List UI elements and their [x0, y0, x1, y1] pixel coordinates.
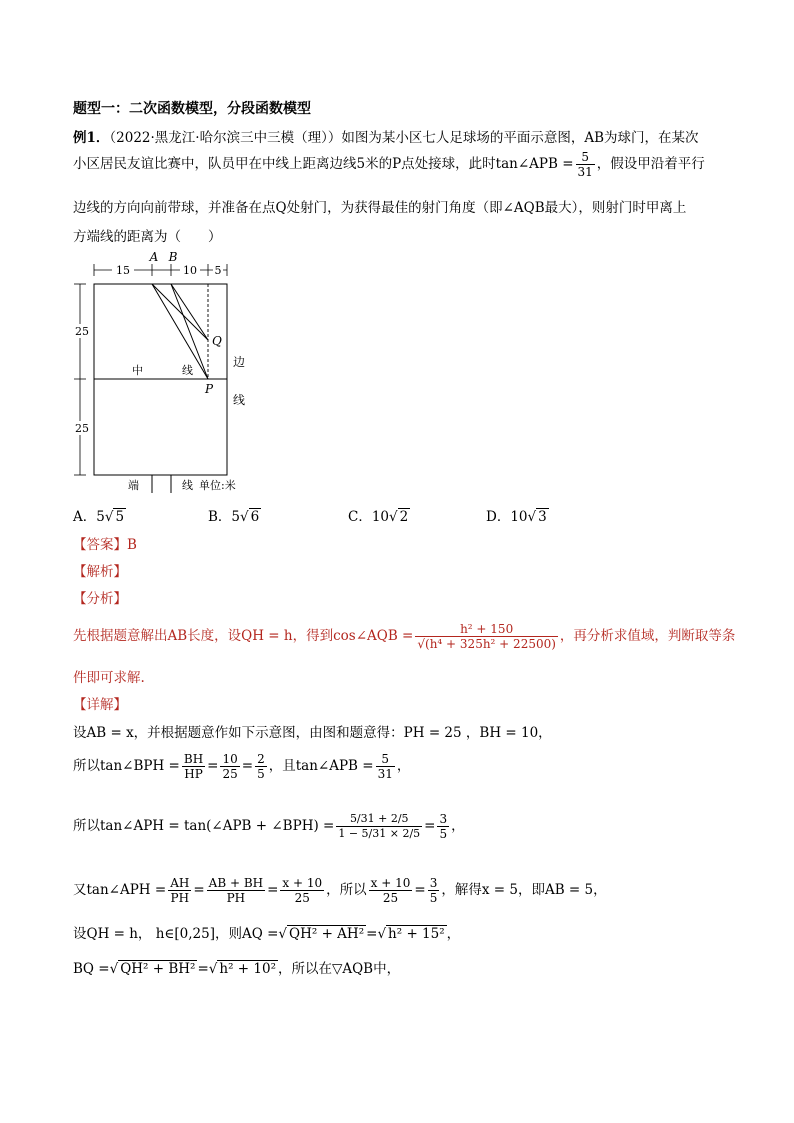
- radicand: h² + 10²: [219, 961, 276, 977]
- frac-10-25: [220, 752, 239, 781]
- frac-den: 1 − 5/31 × 2/5: [338, 827, 421, 840]
- xiangjie-label: 【详解】: [73, 697, 127, 713]
- option-radicand: 3: [538, 509, 547, 525]
- fenxi-label: 【分析】: [73, 591, 127, 607]
- dim-25-bottom: 25: [75, 422, 89, 435]
- frac-num: 5: [576, 150, 595, 165]
- option-coef: 10: [510, 509, 528, 525]
- frac-num: AB + BH: [208, 876, 264, 890]
- label-xian-side: 线: [233, 393, 246, 407]
- radicand: QH² + BH²: [120, 961, 196, 977]
- frac-den: 25: [294, 891, 310, 905]
- example-line-2b: ，假设甲沿着平行: [596, 156, 705, 172]
- frac-num: 3: [429, 876, 438, 890]
- d3-a: 所以tan∠APH = tan(∠APB + ∠BPH) =: [73, 818, 335, 834]
- frac-num: x + 10: [282, 876, 323, 890]
- d4-c: ，解得x = 5，即AB = 5，: [441, 882, 607, 898]
- label-xian-end: 线: [182, 479, 193, 492]
- frac-den: HP: [184, 767, 203, 781]
- frac-den: 5: [439, 827, 448, 841]
- label-a: A: [149, 250, 159, 264]
- frac-3-5: [437, 812, 449, 841]
- dim-10: 10: [183, 264, 197, 277]
- option-coef: 5: [96, 509, 105, 525]
- option-letter: C．: [348, 509, 372, 525]
- d2-a: 所以tan∠BPH =: [73, 758, 180, 774]
- option-letter: A．: [73, 509, 97, 525]
- equals: =: [207, 758, 219, 774]
- cos-aqb-fraction: [415, 622, 558, 651]
- radicand: QH² + AH²: [289, 926, 365, 942]
- option-c[interactable]: C．10√ 2: [348, 509, 409, 525]
- example-source: （2022·黑龙江·哈尔滨三中三模（理））如图为某小区七人足球场的平面示意图，AB为球门，在某次: [109, 130, 699, 146]
- option-radicand: 6: [250, 509, 260, 525]
- d3-b: ，: [451, 818, 465, 834]
- frac-den: √(h⁴ + 325h² + 22500): [417, 637, 556, 651]
- label-b: B: [168, 250, 178, 264]
- frac-den: PH: [170, 891, 190, 905]
- equals: =: [241, 758, 254, 774]
- frac-den: 25: [222, 767, 238, 781]
- option-radicand: 5: [115, 509, 125, 525]
- frac-num: h² + 150: [415, 622, 558, 637]
- option-letter: D．: [486, 509, 511, 525]
- frac-compound: [336, 812, 422, 841]
- equals: =: [197, 961, 209, 977]
- answer-row: [73, 533, 137, 553]
- frac-den: 25: [382, 891, 399, 905]
- tan-apb-fraction: [576, 150, 595, 179]
- frac-num: 10: [222, 752, 238, 766]
- detail-line-2: [73, 752, 410, 781]
- option-a[interactable]: A．5√ 5: [73, 509, 125, 525]
- equals: =: [424, 818, 436, 834]
- frac-num: x + 10: [370, 876, 411, 890]
- d6-b: ，所以在▽AQB中，: [277, 961, 401, 977]
- answer-label: 【答案】: [73, 537, 127, 553]
- d4-a: 又tan∠APH =: [73, 882, 167, 898]
- frac-num: AH: [170, 876, 190, 890]
- frac-den: 31: [377, 767, 393, 781]
- analysis-line-1a: 先根据题意解出AB长度，设QH = h，得到cos∠AQB =: [73, 628, 414, 644]
- jiexi-label: 【解析】: [73, 564, 127, 580]
- option-d[interactable]: D．10√ 3: [486, 509, 547, 525]
- label-duan: 端: [128, 479, 139, 492]
- dim-25-top: 25: [75, 325, 89, 338]
- option-letter: B．: [208, 509, 232, 525]
- equals: =: [366, 926, 378, 942]
- example-line-2: [73, 150, 705, 179]
- detail-line-6: BQ =√ QH² + BH² =√ h² + 10² ，所以在▽AQB中，: [73, 961, 401, 977]
- analysis-line-2: 件即可求解.: [73, 670, 145, 686]
- soccer-field-figure: [60, 248, 260, 498]
- option-radicand: 2: [399, 509, 409, 525]
- frac-x10-25: [280, 876, 324, 905]
- frac-num: 3: [439, 812, 448, 826]
- d4-b: ，所以: [326, 882, 367, 898]
- d2-b: ，且tan∠APB =: [268, 758, 374, 774]
- frac-ab-bh-ph: [207, 876, 265, 905]
- option-coef: 5: [231, 509, 241, 525]
- equals: =: [414, 882, 426, 898]
- dim-5: 5: [214, 264, 222, 277]
- frac-bh-hp: [182, 752, 205, 781]
- analysis-line-1b: ，再分析求值域，判断取等条: [559, 628, 736, 644]
- label-p: P: [205, 382, 214, 396]
- radicand: h² + 15²: [388, 926, 445, 942]
- frac-x10-25-b: [369, 876, 413, 905]
- dim-15: 15: [116, 264, 130, 277]
- frac-den: 31: [577, 165, 593, 179]
- analysis-line-1: [73, 622, 735, 651]
- frac-num: BH: [183, 752, 204, 766]
- d2-c: ，: [396, 758, 411, 774]
- frac-ah-ph: [168, 876, 191, 905]
- d5-a: 设QH = h， h∈[0,25]，则AQ =: [73, 926, 279, 942]
- detail-line-3: [73, 812, 465, 841]
- example-line-4: 方端线的距离为（ ）: [73, 229, 222, 245]
- example-line-1: [73, 126, 699, 146]
- example-line-2a: 小区居民友谊比赛中，队员甲在中线上距离边线5米的P点处接球，此时tan∠APB =: [73, 156, 574, 172]
- label-zhong: 中: [132, 364, 143, 377]
- frac-5-31: [376, 752, 395, 781]
- label-xian-center: 线: [182, 364, 193, 377]
- option-b[interactable]: B．5√ 6: [208, 509, 260, 525]
- equals: =: [267, 882, 279, 898]
- frac-2-5: [255, 752, 267, 781]
- example-label: 例1．: [73, 130, 110, 146]
- detail-line-1: 设AB = x，并根据题意作如下示意图，由图和题意得：PH = 25 ，BH = 10，: [73, 725, 552, 741]
- equals: =: [193, 882, 205, 898]
- frac-3-5-b: [428, 876, 440, 905]
- answer-value: B: [127, 537, 137, 553]
- frac-num: 5: [376, 752, 395, 767]
- detail-line-5: 设QH = h， h∈[0,25]，则AQ =√ QH² + AH² =√ h² + 15² ，: [73, 926, 461, 942]
- frac-num: 5/31 + 2/5: [336, 812, 422, 827]
- section-heading: 题型一：二次函数模型，分段函数模型: [73, 101, 311, 117]
- d5-b: ，: [446, 926, 461, 942]
- frac-den: PH: [226, 891, 246, 905]
- example-line-3: 边线的方向向前带球，并准备在点Q处射门，为获得最佳的射门角度（即∠AQB最大），则射门时甲离上: [73, 200, 687, 216]
- d6-a: BQ =: [73, 961, 110, 977]
- option-coef: 10: [371, 509, 390, 525]
- detail-line-4: [73, 876, 607, 905]
- frac-den: 5: [429, 891, 438, 905]
- frac-den: 5: [257, 767, 265, 781]
- frac-num: 2: [257, 752, 265, 766]
- label-bian: 边: [233, 355, 246, 369]
- label-q: Q: [212, 334, 222, 348]
- unit-label: 单位:米: [199, 479, 236, 492]
